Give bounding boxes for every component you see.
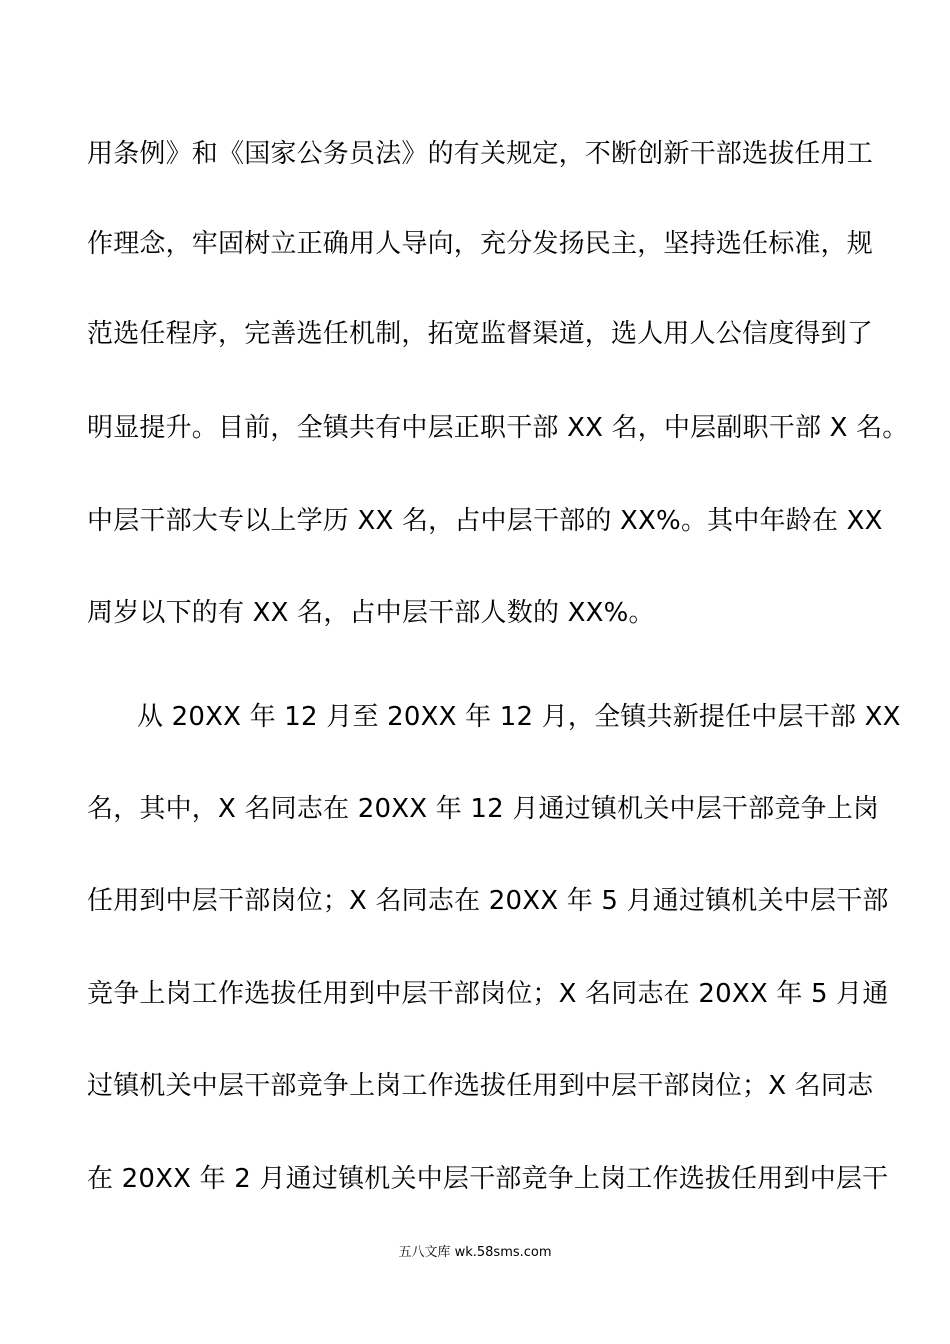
- paragraph-1-line-6: 周岁以下的有 XX 名，占中层干部人数的 XX%。: [87, 598, 655, 628]
- paragraph-1-line-5: 中层干部大专以上学历 XX 名，占中层干部的 XX%。其中年龄在 XX: [87, 506, 883, 536]
- paragraph-1-line-2: 作理念，牢固树立正确用人导向，充分发扬民主，坚持选任标准，规: [87, 229, 874, 259]
- paragraph-2-line-5: 过镇机关中层干部竞争上岗工作选拔任用到中层干部岗位；X 名同志: [87, 1071, 874, 1101]
- paragraph-2-line-3: 任用到中层干部岗位；X 名同志在 20XX 年 5 月通过镇机关中层干部: [87, 886, 889, 916]
- paragraph-2-line-6: 在 20XX 年 2 月通过镇机关中层干部竞争上岗工作选拔任用到中层干: [87, 1164, 889, 1194]
- paragraph-1-line-3: 范选任程序，完善选任机制，拓宽监督渠道，选人用人公信度得到了: [87, 319, 874, 349]
- paragraph-2-line-4: 竞争上岗工作选拔任用到中层干部岗位；X 名同志在 20XX 年 5 月通: [87, 979, 889, 1009]
- paragraph-1-line-1: 用条例》和《国家公务员法》的有关规定，不断创新干部选拔任用工: [87, 139, 874, 169]
- paragraph-2-line-1: 从 20XX 年 12 月至 20XX 年 12 月，全镇共新提任中层干部 XX: [137, 702, 901, 732]
- paragraph-2-line-2: 名，其中，X 名同志在 20XX 年 12 月通过镇机关中层干部竞争上岗: [87, 794, 880, 824]
- footer-watermark-link[interactable]: 五八文库 wk.58sms.com: [398, 1245, 552, 1260]
- paragraph-1-line-4: 明显提升。目前，全镇共有中层正职干部 XX 名，中层副职干部 X 名。: [87, 413, 909, 443]
